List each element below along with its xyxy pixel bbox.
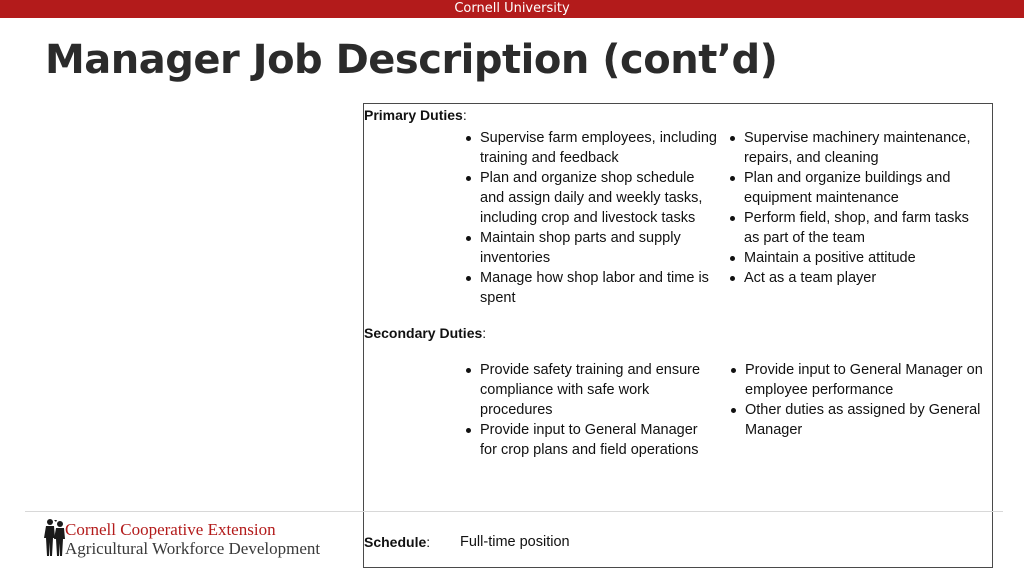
cooperative-extension-logo xyxy=(43,518,343,562)
bullet-icon xyxy=(466,428,471,433)
list-item-text: Maintain shop parts and supply inventories xyxy=(480,230,681,266)
bullet-icon xyxy=(730,276,735,281)
list-item xyxy=(730,248,986,268)
bullet-icon xyxy=(730,176,735,181)
list-item-text: Plan and organize shop schedule and assign daily and weekly tasks, including crop and livestock tasks xyxy=(480,170,703,226)
farmworkers-silhouette-icon xyxy=(43,518,67,558)
list-item-text: Manage how shop labor and time is spent xyxy=(480,270,709,306)
primary-duties-label: Primary Duties xyxy=(364,107,463,123)
secondary-duties-left-list xyxy=(466,360,718,460)
list-item xyxy=(466,268,722,308)
list-item-text: Act as a team player xyxy=(744,270,877,286)
list-item xyxy=(466,168,722,228)
schedule-value: Full-time position xyxy=(460,534,570,550)
list-item xyxy=(730,168,986,208)
bullet-icon xyxy=(731,368,736,373)
primary-duties-colon: : xyxy=(462,107,467,123)
footer-divider xyxy=(25,511,1003,512)
bullet-icon xyxy=(730,256,735,261)
list-item xyxy=(730,268,986,288)
list-item xyxy=(730,128,986,168)
secondary-duties-right-list xyxy=(731,360,989,440)
slide-title: Manager Job Description (cont’d) xyxy=(45,37,778,83)
primary-duties-heading xyxy=(364,105,467,125)
list-item-text: Supervise machinery maintenance, repairs, and cleaning xyxy=(744,130,971,166)
secondary-duties-label: Secondary Duties xyxy=(364,325,483,341)
bullet-icon xyxy=(466,236,471,241)
list-item-text: Plan and organize buildings and equipment maintenance xyxy=(744,170,951,206)
list-item-text: Provide input to General Manager on employee performance xyxy=(745,362,983,398)
bullet-icon xyxy=(466,136,471,141)
duties-box xyxy=(363,103,993,568)
logo-text-workforce: Agricultural Workforce Development xyxy=(65,539,321,558)
bullet-icon xyxy=(730,216,735,221)
logo-text-extension: Cornell Cooperative Extension xyxy=(65,520,276,539)
list-item-text: Perform field, shop, and farm tasks as part of the team xyxy=(744,210,969,246)
list-item-text: Other duties as assigned by General Manager xyxy=(745,402,981,438)
schedule-heading xyxy=(364,532,430,552)
list-item xyxy=(731,400,989,440)
list-item xyxy=(466,360,718,420)
primary-duties-left-list xyxy=(466,128,722,308)
list-item-text: Provide safety training and ensure compliance with safe work procedures xyxy=(480,362,701,418)
list-item xyxy=(466,420,718,460)
list-item xyxy=(730,208,986,248)
bullet-icon xyxy=(731,408,736,413)
list-item-text: Supervise farm employees, including training and feedback xyxy=(480,130,717,166)
bullet-icon xyxy=(466,276,471,281)
secondary-duties-colon: : xyxy=(482,325,487,341)
schedule-label: Schedule xyxy=(364,534,427,550)
list-item-text: Maintain a positive attitude xyxy=(744,250,916,266)
secondary-duties-heading xyxy=(364,323,486,343)
university-banner xyxy=(0,0,1024,18)
bullet-icon xyxy=(466,368,471,373)
list-item xyxy=(466,128,722,168)
banner-text: Cornell University xyxy=(454,1,570,16)
list-item-text: Provide input to General Manager for crop plans and field operations xyxy=(480,422,699,458)
list-item xyxy=(466,228,722,268)
bullet-icon xyxy=(730,136,735,141)
bullet-icon xyxy=(466,176,471,181)
primary-duties-right-list xyxy=(730,128,986,288)
schedule-colon: : xyxy=(426,534,431,550)
list-item xyxy=(731,360,989,400)
